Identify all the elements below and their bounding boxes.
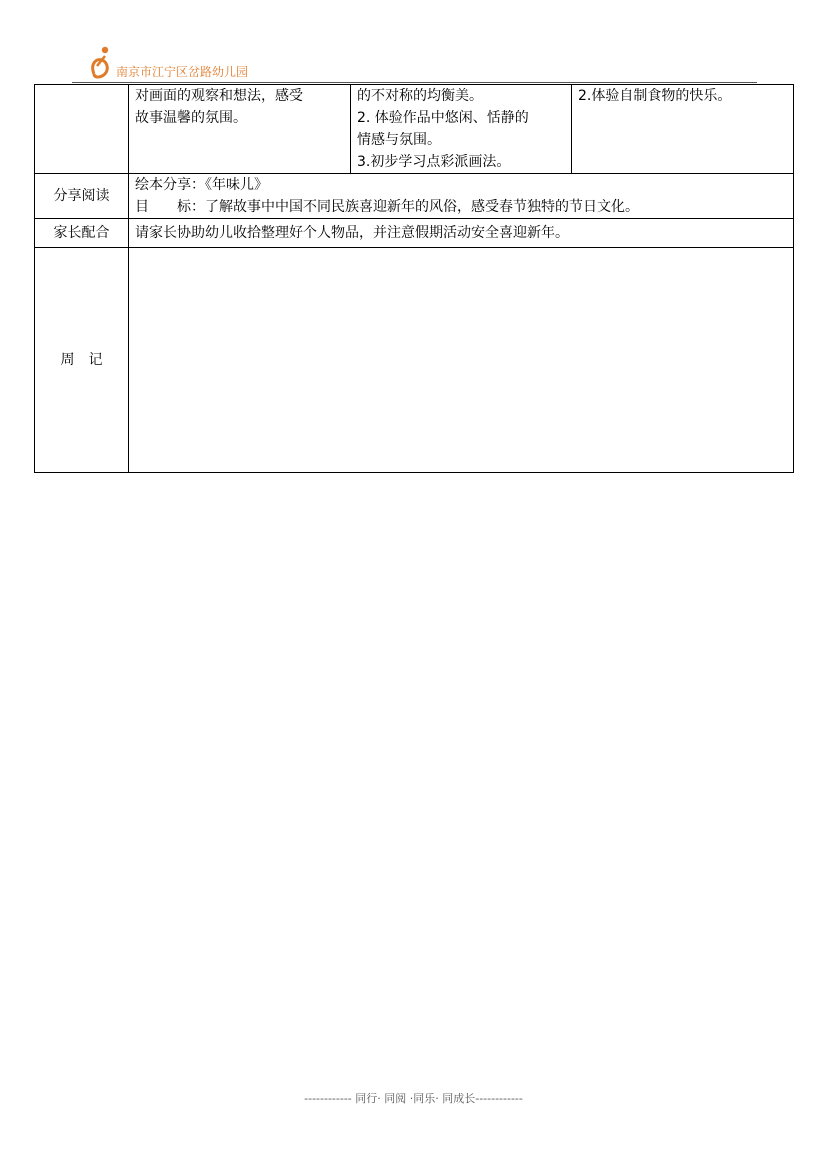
sharing-reading-row (35, 174, 794, 219)
activity-cell-3 (572, 85, 794, 174)
text-line: 2. 体验作品中悠闲、恬静的 (357, 110, 529, 126)
goal-line (135, 196, 787, 218)
empty-label-cell (35, 85, 129, 174)
page-header (72, 40, 757, 84)
weekly-notes-label: 周 记 (35, 248, 129, 473)
school-logo-icon (88, 44, 116, 80)
goal-label: 目 标 (135, 199, 191, 215)
text-line: 3.初步学习点彩派画法。 (357, 154, 511, 170)
weekly-plan-table (34, 84, 794, 473)
page-footer: ------------ 同行· 同阅 ·同乐· 同成长------------ (304, 1092, 523, 1105)
goal-text: ：了解故事中中国不同民族喜迎新年的风俗，感受春节独特的节日文化。 (191, 199, 639, 215)
sharing-reading-label: 分享阅读 (35, 174, 129, 219)
text-line: 2.体验自制食物的快乐。 (578, 88, 732, 104)
text-line: 对画面的观察和想法，感受 (135, 88, 303, 104)
text-line: 情感与氛围。 (357, 132, 441, 148)
school-name: 南京市江宁区岔路幼儿园 (116, 65, 249, 79)
sharing-reading-content (129, 174, 794, 219)
weekly-notes-content[interactable] (129, 248, 794, 473)
header-divider (72, 82, 757, 83)
parent-cooperation-row (35, 219, 794, 248)
activity-cell-2 (351, 85, 572, 174)
parent-cooperation-label: 家长配合 (35, 219, 129, 248)
book-title-line: 绘本分享：《年味儿》 (135, 177, 268, 193)
text-line: 的不对称的均衡美。 (357, 88, 483, 104)
parent-cooperation-content: 请家长协助幼儿收拾整理好个人物品，并注意假期活动安全喜迎新年。 (129, 219, 794, 248)
text-line: 故事温馨的氛围。 (135, 110, 247, 126)
weekly-notes-row (35, 248, 794, 473)
continuation-row (35, 85, 794, 174)
activity-cell-1 (129, 85, 351, 174)
